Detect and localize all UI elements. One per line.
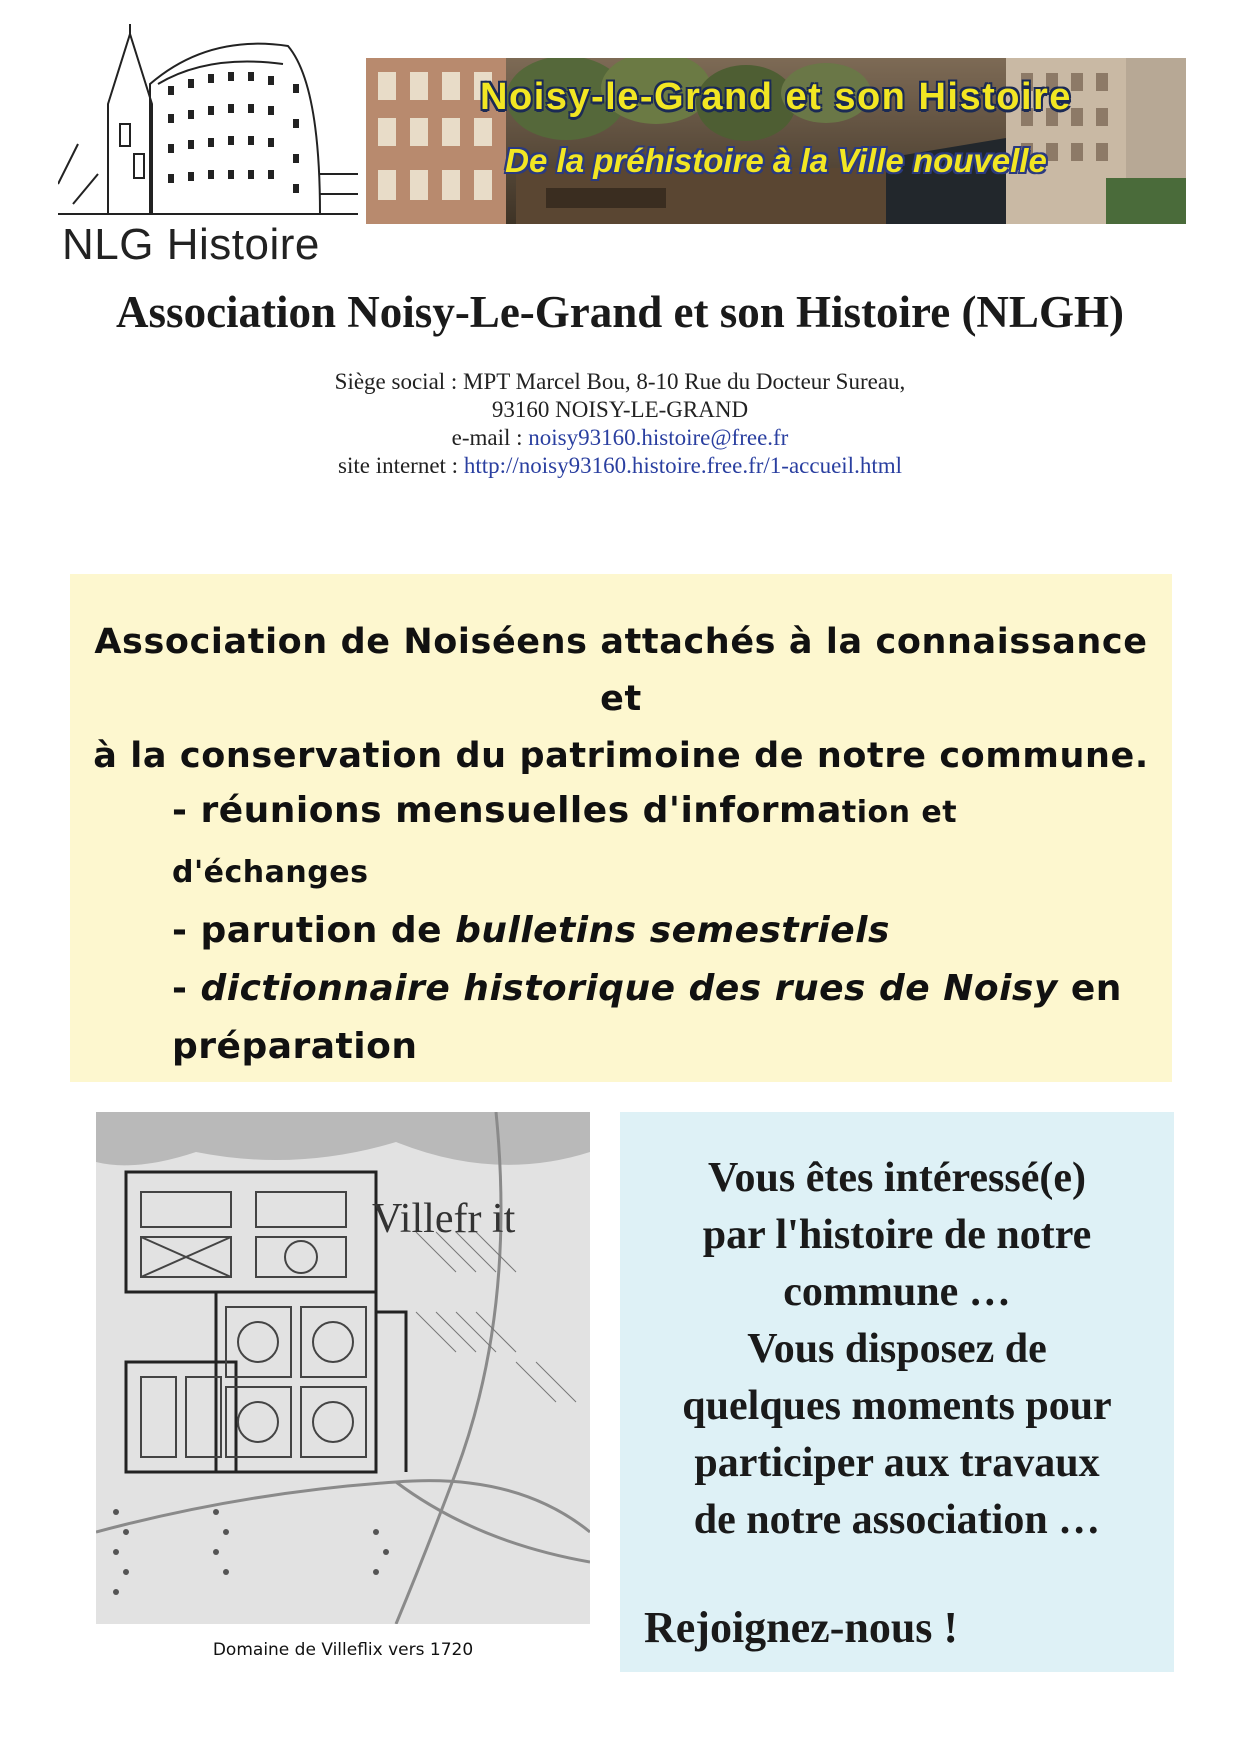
email-line	[0, 424, 1240, 452]
page-title: Association Noisy-Le-Grand et son Histoire (NLGH)	[116, 287, 1124, 337]
map-label: Villefr it	[372, 1196, 516, 1242]
join-line-2: par l'histoire de notre	[702, 1212, 1092, 1258]
website-label: site internet :	[338, 453, 464, 478]
mission-intro-line-1: Association de Noiséens attachés à la connaissance et	[94, 622, 1148, 719]
activity-item-bulletins	[172, 902, 1132, 960]
email-link[interactable]: noisy93160.histoire@free.fr	[528, 425, 789, 450]
email-label: e-mail :	[451, 425, 529, 450]
join-line-1: Vous êtes intéressé(e)	[708, 1155, 1086, 1201]
mission-intro	[70, 614, 1172, 785]
activity-item-meetings-text-small: tion et d'échanges	[172, 795, 958, 890]
join-cta: Rejoignez-nous !	[644, 1603, 959, 1652]
activities-list	[172, 782, 1132, 1076]
address-line-2: 93160 NOISY-LE-GRAND	[491, 397, 749, 422]
join-box	[620, 1112, 1174, 1672]
activity-item-dictionary-en: en	[1057, 968, 1122, 1009]
activity-item-dictionary-cont: préparation	[172, 1026, 418, 1067]
address-line-1: Siège social : MPT Marcel Bou, 8-10 Rue du Docteur Sureau,	[334, 369, 906, 394]
website-line	[0, 452, 1240, 480]
logo-text: NLG Histoire	[62, 220, 320, 269]
mission-box	[70, 574, 1172, 1082]
contact-block	[0, 368, 1240, 480]
historic-map-image	[96, 1112, 590, 1624]
join-line-3: commune …	[783, 1269, 1011, 1315]
nlg-logo	[58, 24, 358, 274]
join-text	[620, 1150, 1174, 1549]
activity-item-dictionary-dash: -	[172, 968, 201, 1009]
activity-item-bulletins-text: - parution de	[172, 910, 456, 951]
join-line-4: Vous disposez de	[747, 1326, 1047, 1372]
join-line-5: quelques moments pour	[682, 1383, 1112, 1429]
banner-title: Noisy-le-Grand et son Histoire	[480, 76, 1072, 118]
website-link[interactable]: http://noisy93160.histoire.free.fr/1-accueil.html	[463, 453, 902, 478]
map-caption: Domaine de Villeflix vers 1720	[212, 1640, 474, 1660]
join-line-6: participer aux travaux	[694, 1440, 1100, 1486]
activity-item-meetings	[172, 782, 1132, 902]
activity-item-meetings-text: - réunions mensuelles d'informa	[172, 790, 842, 831]
activity-item-bulletins-italic: bulletins semestriels	[455, 910, 890, 951]
header-banner	[366, 58, 1186, 224]
join-line-7: de notre association …	[693, 1497, 1101, 1543]
activity-item-dictionary-italic: dictionnaire historique des rues de Noisy	[200, 968, 1058, 1009]
building-sketch-image	[58, 24, 358, 224]
activity-item-dictionary	[172, 960, 1132, 1018]
banner-subtitle: De la préhistoire à la Ville nouvelle	[505, 142, 1047, 179]
mission-intro-line-2: à la conservation du patrimoine de notre commune.	[93, 736, 1149, 776]
